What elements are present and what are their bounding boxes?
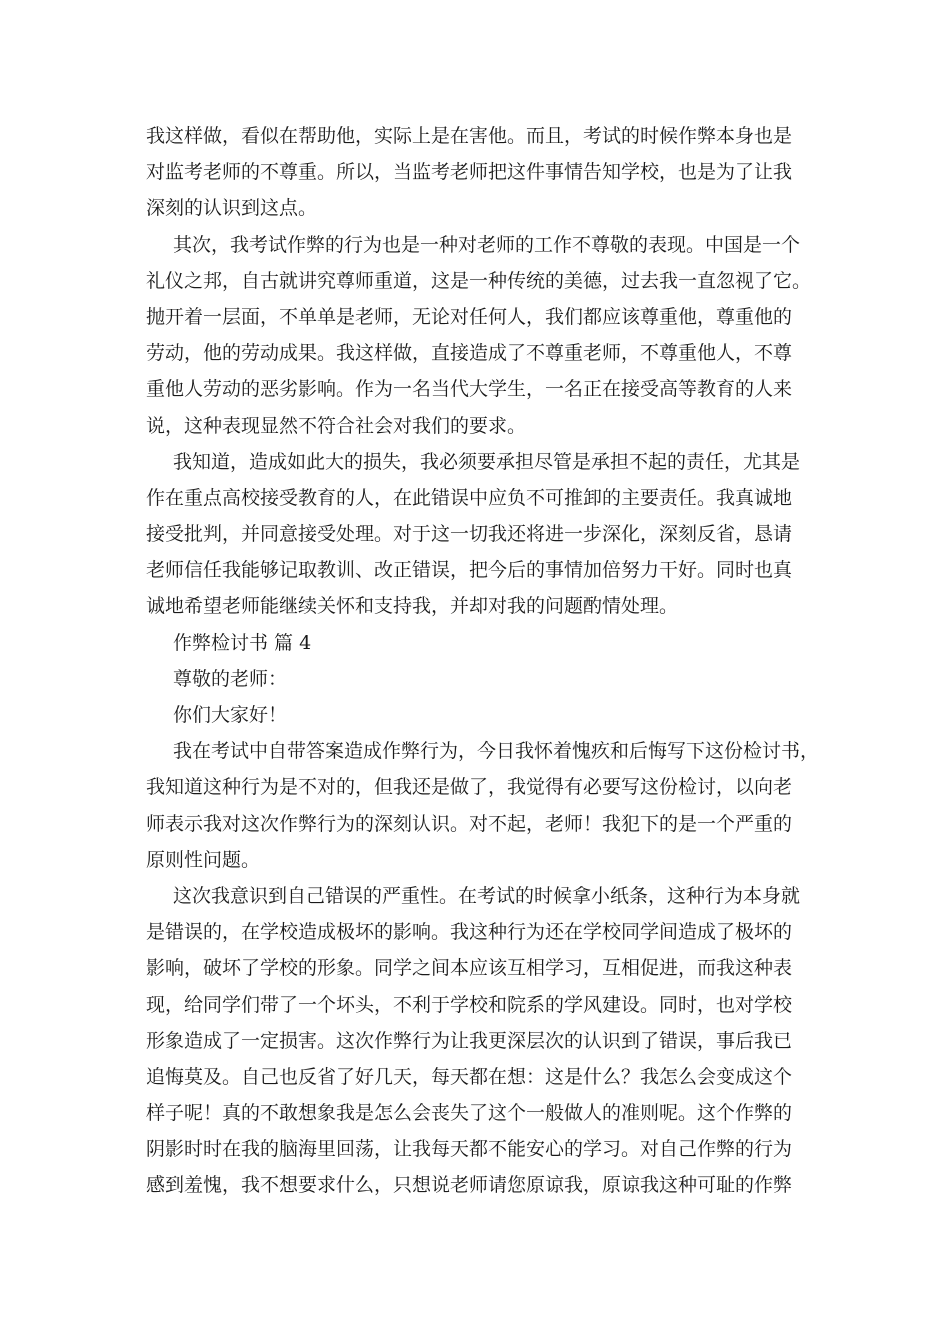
text-line: 接受批判，并同意接受处理。对于这一切我还将进一步深化，深刻反省，恳请 [146,523,793,546]
text-line: 师表示我对这次作弊行为的深刻认识。对不起，老师！我犯下的是一个严重的 [146,812,793,835]
text-line: 作在重点高校接受教育的人，在此错误中应负不可推卸的主要责任。我真诚地 [146,486,793,509]
text-line: 我这样做，看似在帮助他，实际上是在害他。而且，考试的时候作弊本身也是 [146,125,793,147]
text-line: 诚地希望老师能继续关怀和支持我，并却对我的问题酌情处理。 [146,595,679,618]
text-line: 劳动，他的劳动成果。我这样做，直接造成了不尊重老师，不尊重他人，不尊 [146,342,793,365]
document-body [146,118,826,1204]
text-line: 样子呢！真的不敢想象我是怎么会丧失了这个一般做人的准则呢。这个作弊的 [146,1102,793,1125]
text-line: 感到羞愧，我不想要求什么，只想说老师请您原谅我，原谅我这种可耻的作弊 [146,1174,793,1197]
text-line: 深刻的认识到这点。 [146,197,318,220]
text-line: 现，给同学们带了一个坏头，不利于学校和院系的学风建设。同时，也对学校 [146,993,793,1016]
text-line: 我在考试中自带答案造成作弊行为，今日我怀着愧疚和后悔写下这份检讨书， [173,740,820,763]
text-line: 说，这种表现显然不符合社会对我们的要求。 [146,414,527,437]
text-line: 影响，破坏了学校的形象。同学之间本应该互相学习，互相促进，而我这种表 [146,957,793,980]
text-line: 阴影时时在我的脑海里回荡，让我每天都不能安心的学习。对自己作弊的行为 [146,1138,793,1161]
text-line: 重他人劳动的恶劣影响。作为一名当代大学生，一名正在接受高等教育的人来 [146,378,793,401]
text-line: 我知道这种行为是不对的，但我还是做了，我觉得有必要写这份检讨，以向老 [146,776,793,799]
text-line: 抛开着一层面，不单单是老师，无论对任何人，我们都应该尊重他，尊重他的 [146,305,793,328]
text-line: 作弊检讨书 篇 4 [173,631,312,654]
text-line: 这次我意识到自己错误的严重性。在考试的时候拿小纸条，这种行为本身就 [173,884,801,907]
text-line: 老师信任我能够记取教训、改正错误，把今后的事情加倍努力干好。同时也真 [146,559,793,582]
text-line: 你们大家好！ [173,704,288,726]
text-line: 我知道，造成如此大的损失，我必须要承担尽管是承担不起的责任，尤其是 [173,450,801,473]
text-line: 形象造成了一定损害。这次作弊行为让我更深层次的认识到了错误，事后我已 [146,1029,793,1052]
text-line: 原则性问题。 [146,848,261,871]
text-line: 追悔莫及。自己也反省了好几天，每天都在想：这是什么？我怎么会变成这个 [146,1065,793,1088]
text-line: 礼仪之邦，自古就讲究尊师重道，这是一种传统的美德，过去我一直忽视了它。 [146,269,812,292]
text-line: 尊敬的老师： [173,667,288,690]
text-line: 其次，我考试作弊的行为也是一种对老师的工作不尊敬的表现。中国是一个 [173,233,801,256]
text-line: 对监考老师的不尊重。所以，当监考老师把这件事情告知学校，也是为了让我 [146,161,793,184]
text-line: 是错误的，在学校造成极坏的影响。我这种行为还在学校同学间造成了极坏的 [146,921,793,944]
